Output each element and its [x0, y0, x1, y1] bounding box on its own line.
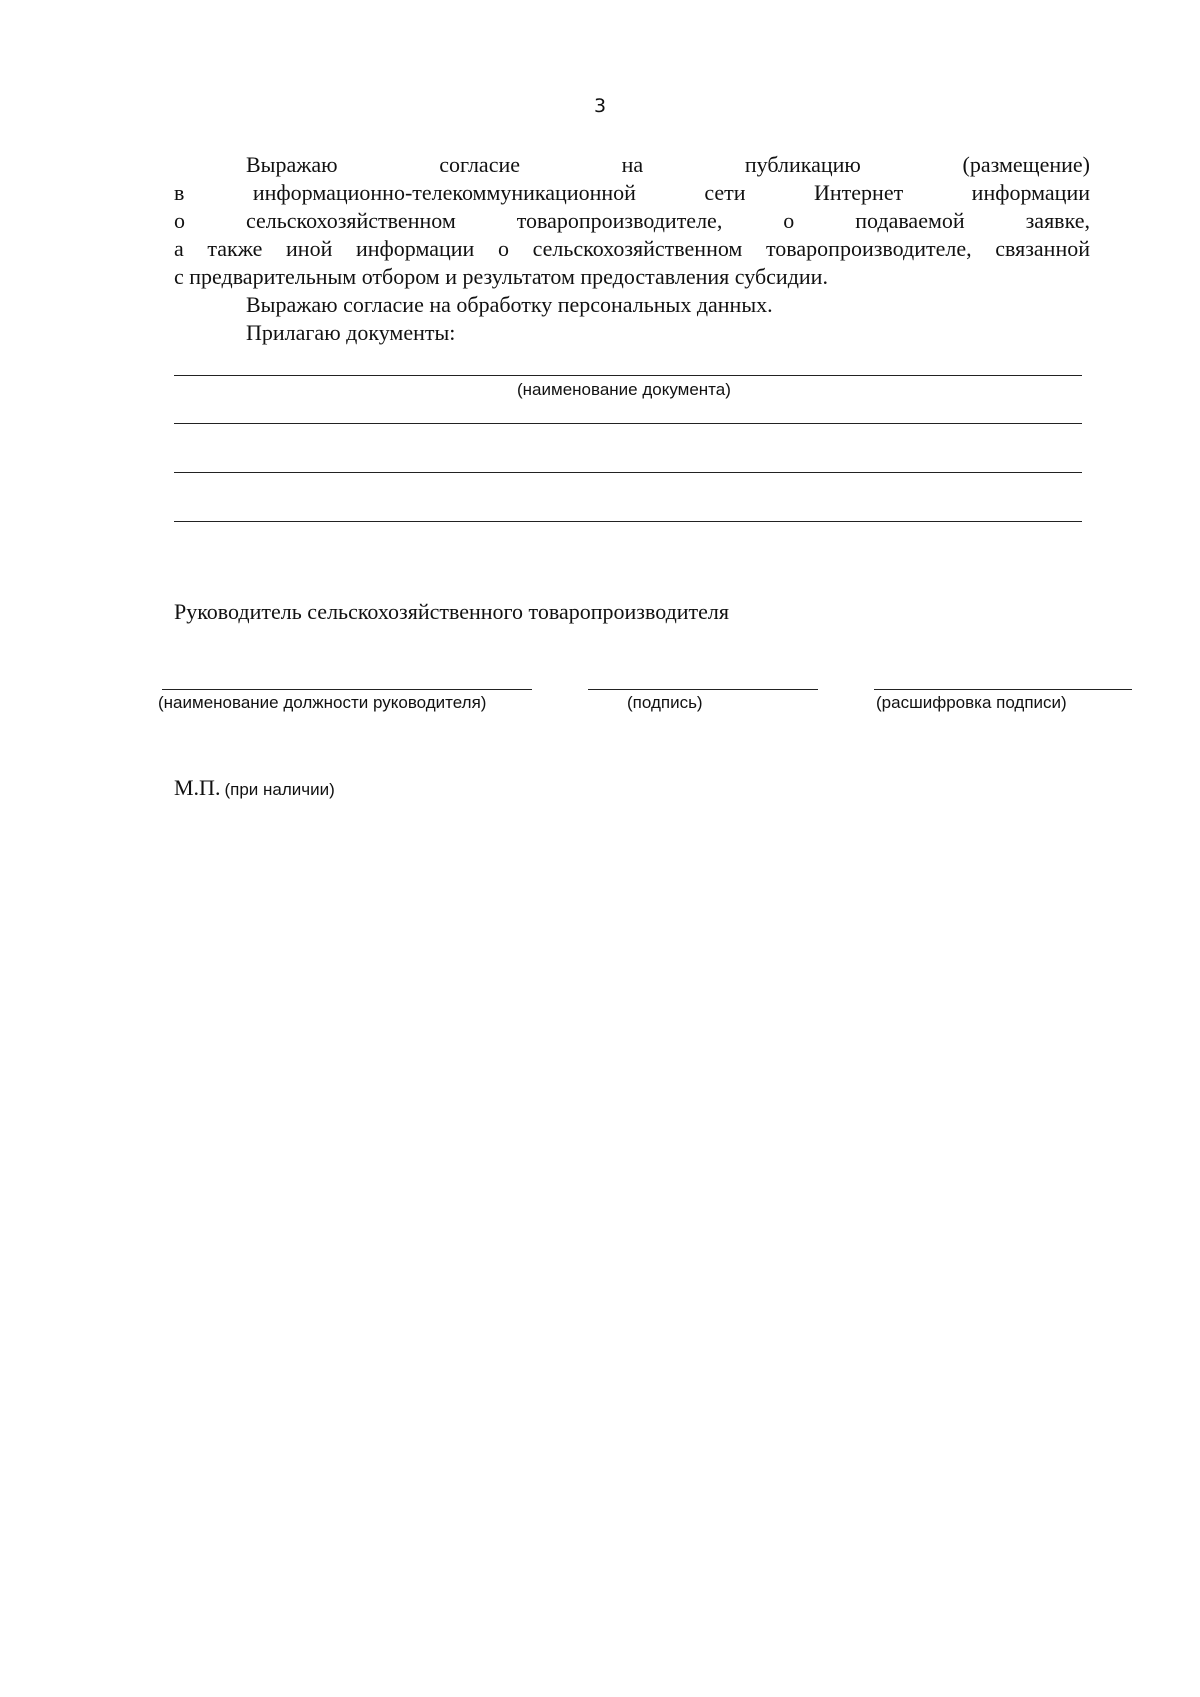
signature-decoding-line[interactable]	[874, 689, 1132, 690]
document-line-1[interactable]	[174, 375, 1082, 376]
word: о	[497, 236, 509, 261]
word: информации	[971, 180, 1090, 205]
word: сельскохозяйственном	[532, 236, 743, 261]
word: согласие	[439, 152, 520, 177]
consent-section	[174, 151, 1090, 347]
position-caption: (наименование должности руководителя)	[158, 693, 487, 712]
decoding-caption: (расшифровка подписи)	[876, 693, 1067, 712]
document-line-3[interactable]	[174, 472, 1082, 473]
word: о	[783, 208, 795, 233]
word: информации	[355, 236, 475, 261]
page-number: 3	[593, 95, 607, 117]
word: о	[174, 208, 185, 233]
document-caption: (наименование документа)	[517, 380, 731, 399]
word: а	[174, 236, 184, 261]
word: Выражаю	[246, 152, 338, 177]
attachments-intro: Прилагаю документы:	[246, 320, 456, 345]
word: на	[621, 152, 644, 177]
document-line-4[interactable]	[174, 521, 1082, 522]
personal-data-consent: Выражаю согласие на обработку персональных данных.	[246, 292, 773, 317]
signature-caption: (подпись)	[627, 693, 703, 712]
word: связанной	[995, 236, 1090, 261]
word: Интернет	[814, 180, 904, 205]
word: товаропроизводителе,	[516, 208, 723, 233]
signature-line[interactable]	[588, 689, 818, 690]
consent-line-5: с предварительным отбором и результатом предоставления субсидии.	[174, 264, 828, 289]
consent-line-2	[174, 179, 1090, 207]
head-title: Руководитель сельскохозяйственного товаропроизводителя	[174, 599, 730, 624]
stamp-placeholder	[174, 774, 335, 805]
position-line[interactable]	[162, 689, 532, 690]
stamp-label: М.П.	[174, 775, 221, 800]
word: также	[207, 236, 263, 261]
word: иной	[286, 236, 333, 261]
word: публикацию	[744, 152, 861, 177]
word: товаропроизводителе,	[765, 236, 972, 261]
word: подаваемой	[855, 208, 965, 233]
consent-line-3	[174, 207, 1090, 235]
document-line-2[interactable]	[174, 423, 1082, 424]
word: сети	[704, 180, 746, 205]
consent-line-1	[174, 151, 1090, 179]
word: сельскохозяйственном	[245, 208, 456, 233]
consent-line-4	[174, 235, 1090, 263]
word: (размещение)	[962, 152, 1090, 177]
word: в	[174, 180, 185, 205]
word: информационно-телекоммуникационной	[252, 180, 636, 205]
stamp-note: (при наличии)	[224, 780, 335, 799]
word: заявке,	[1025, 208, 1090, 233]
